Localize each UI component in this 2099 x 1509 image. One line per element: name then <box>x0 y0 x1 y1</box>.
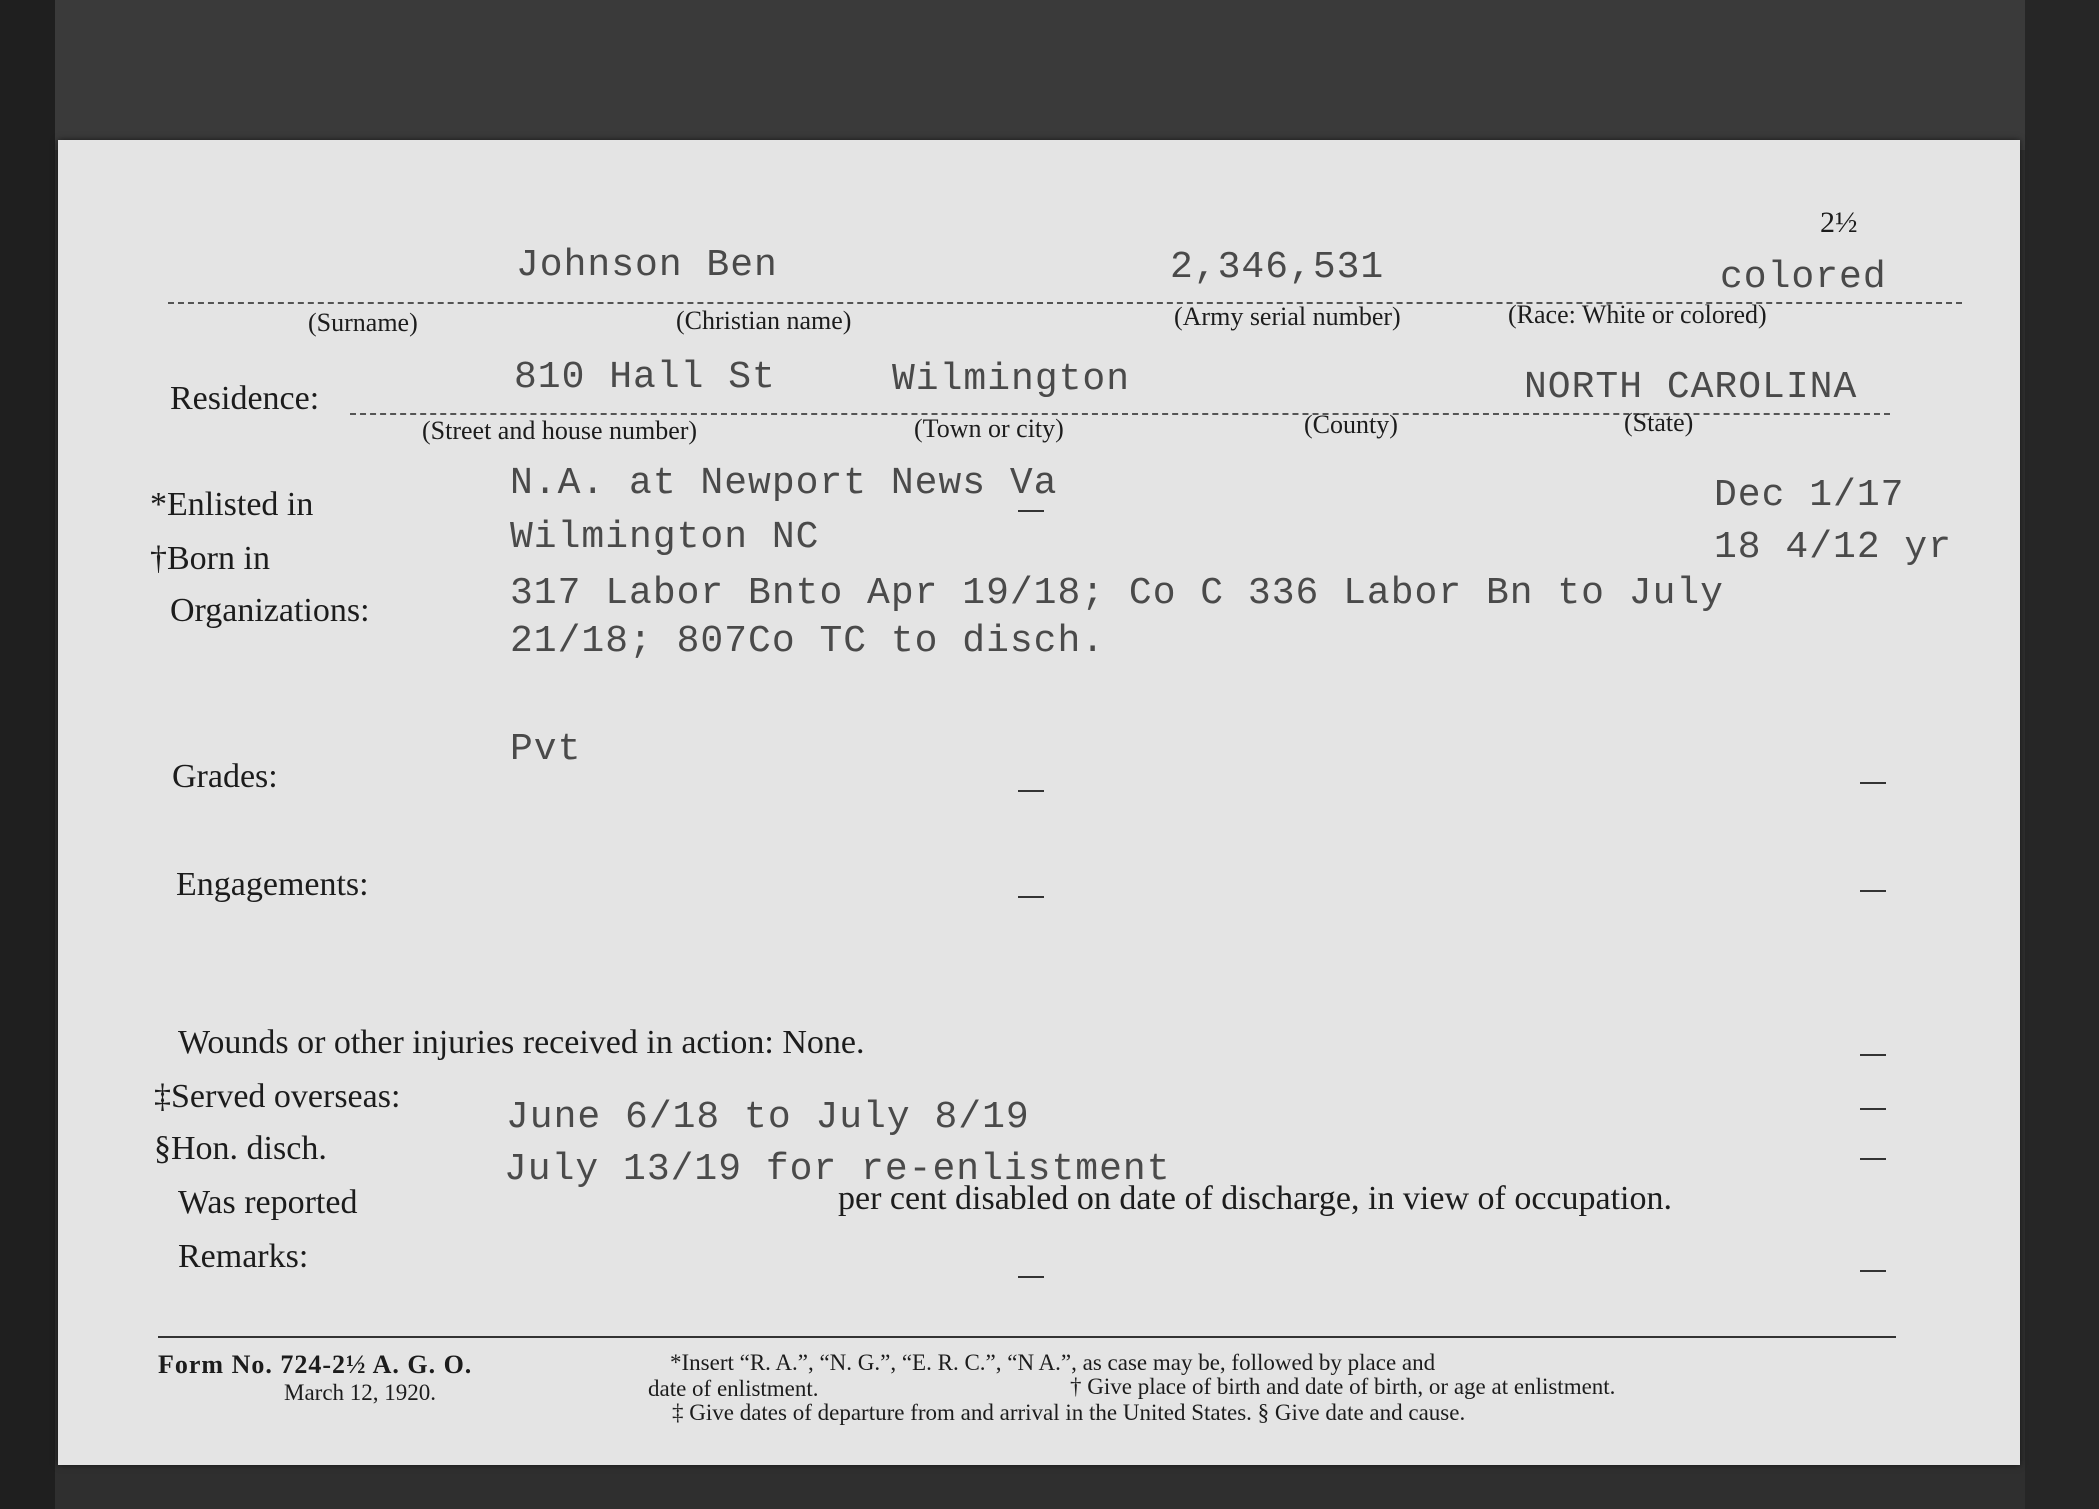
dash <box>1018 510 1044 512</box>
served-overseas-label: ‡Served overseas: <box>154 1078 401 1115</box>
footnote-enlistment-cont: date of enlistment. <box>648 1376 819 1401</box>
typed-age: 18 4/12 yr <box>1714 526 1953 569</box>
dash <box>1018 896 1044 898</box>
residence-label: Residence: <box>170 380 320 417</box>
service-record-card <box>58 140 2020 1465</box>
typed-name: Johnson Ben <box>516 244 778 287</box>
form-date: March 12, 1920. <box>284 1380 437 1405</box>
footnote-enlistment: *Insert “R. A.”, “N. G.”, “E. R. C.”, “N A.”, as case may be, followed by place and <box>670 1350 1436 1375</box>
wounds-label: Wounds or other injuries received in action: None. <box>178 1024 865 1061</box>
caption-christian-name: (Christian name) <box>676 306 852 335</box>
dash <box>1860 1270 1886 1272</box>
caption-street: (Street and house number) <box>422 416 698 445</box>
typed-overseas-dates: June 6/18 to July 8/19 <box>506 1096 1030 1139</box>
caption-surname: (Surname) <box>308 308 418 337</box>
footer-rule <box>158 1336 1896 1338</box>
remarks-label: Remarks: <box>178 1238 309 1275</box>
typed-birthplace: Wilmington NC <box>510 516 820 559</box>
typed-race: colored <box>1720 256 1887 299</box>
dash <box>1860 1054 1886 1056</box>
card-number: 2½ <box>1820 206 1858 239</box>
footnote-birth: † Give place of birth and date of birth, or age at enlistment. <box>1070 1374 1616 1399</box>
typed-state: NORTH CAROLINA <box>1524 366 1858 409</box>
dash <box>1860 890 1886 892</box>
typed-organizations-line1: 317 Labor Bnto Apr 19/18; Co C 336 Labor Bn to July <box>510 572 1724 615</box>
engagements-label: Engagements: <box>176 866 369 903</box>
background-left <box>0 0 55 1509</box>
background-right <box>2025 0 2099 1509</box>
was-reported-label: Was reported <box>178 1184 358 1221</box>
typed-enlisted-place: N.A. at Newport News Va <box>510 462 1058 505</box>
organizations-label: Organizations: <box>170 592 370 629</box>
dash <box>1860 1158 1886 1160</box>
background-top <box>0 0 2099 150</box>
typed-enlisted-date: Dec 1/17 <box>1714 474 1905 517</box>
caption-state: (State) <box>1624 408 1694 437</box>
typed-town: Wilmington <box>892 358 1131 401</box>
disabled-text: per cent disabled on date of discharge, in view of occupation. <box>838 1180 1672 1217</box>
caption-county: (County) <box>1304 410 1398 439</box>
dash <box>1018 790 1044 792</box>
hon-disch-label: §Hon. disch. <box>154 1130 327 1167</box>
typed-organizations-line2: 21/18; 807Co TC to disch. <box>510 620 1106 663</box>
typed-discharge: July 13/19 for re-enlistment <box>504 1148 1171 1191</box>
dash <box>1860 782 1886 784</box>
typed-street: 810 Hall St <box>514 356 776 399</box>
typed-serial-number: 2,346,531 <box>1170 246 1385 289</box>
enlisted-label: *Enlisted in <box>150 486 314 523</box>
dash <box>1018 1276 1044 1278</box>
caption-army-serial: (Army serial number) <box>1174 302 1401 331</box>
born-label: †Born in <box>150 540 270 577</box>
form-number: Form No. 724-2½ A. G. O. <box>158 1350 473 1379</box>
caption-town: (Town or city) <box>914 414 1064 443</box>
footnote-overseas-cause: ‡ Give dates of departure from and arrival in the United States. § Give date and cause. <box>672 1400 1466 1425</box>
dash <box>1860 1108 1886 1110</box>
typed-grade: Pvt <box>510 728 582 771</box>
grades-label: Grades: <box>172 758 278 795</box>
caption-race: (Race: White or colored) <box>1508 300 1767 329</box>
